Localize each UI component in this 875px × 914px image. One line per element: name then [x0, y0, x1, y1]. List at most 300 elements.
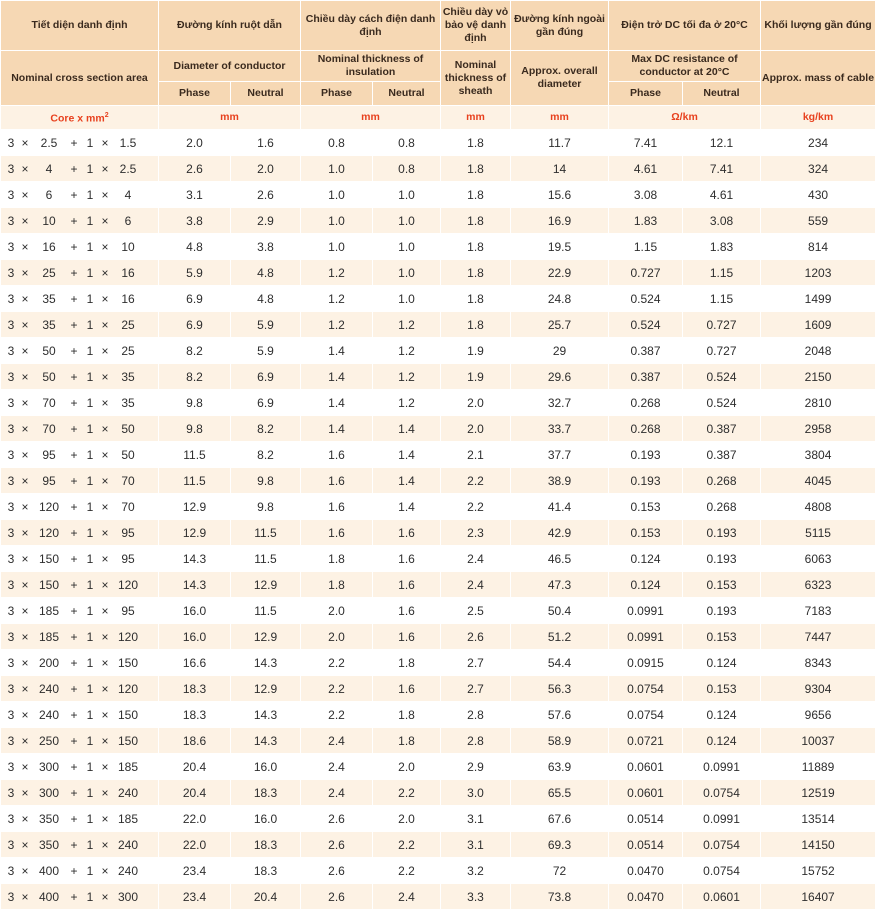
- table-row: [1, 390, 875, 416]
- cell-resistance-neutral: 7.41: [683, 156, 761, 182]
- cell-resistance-phase: 0.0754: [609, 702, 683, 728]
- neutral-core-count: 1: [86, 447, 94, 462]
- cell-overall-diameter: 69.3: [511, 832, 609, 858]
- cell-resistance-phase: 0.193: [609, 468, 683, 494]
- phase-core-area: 350: [38, 837, 60, 852]
- cell-insulation-neutral: 1.6: [373, 572, 441, 598]
- neutral-core-count: 1: [86, 733, 94, 748]
- table-row: [1, 260, 875, 286]
- cell-diameter-phase: 2.6: [159, 156, 231, 182]
- cell-overall-diameter: 14: [511, 156, 609, 182]
- times-sign: ×: [21, 473, 29, 488]
- neutral-core-count: 1: [86, 421, 94, 436]
- cell-resistance-phase: 0.0991: [609, 598, 683, 624]
- neutral-core-count: 1: [86, 317, 94, 332]
- cell-insulation-phase: 2.2: [301, 650, 373, 676]
- times-sign: ×: [101, 265, 109, 280]
- plus-sign: +: [70, 759, 78, 774]
- cell-mass: 430: [761, 182, 875, 208]
- neutral-core-area: 35: [121, 395, 135, 410]
- times-sign: ×: [101, 187, 109, 202]
- cell-cross-section: [1, 650, 159, 676]
- times-sign: ×: [101, 369, 109, 384]
- cell-diameter-phase: 22.0: [159, 832, 231, 858]
- neutral-core-area: 1.5: [119, 135, 137, 150]
- neutral-core-count: 1: [86, 655, 94, 670]
- neutral-core-count: 1: [86, 343, 94, 358]
- cell-insulation-neutral: 1.2: [373, 312, 441, 338]
- phase-core-area: 150: [38, 551, 60, 566]
- neutral-core-area: 150: [117, 707, 139, 722]
- cell-sheath: 2.7: [441, 676, 511, 702]
- cell-resistance-neutral: 0.0754: [683, 858, 761, 884]
- cell-diameter-phase: 3.8: [159, 208, 231, 234]
- cell-cross-section: [1, 624, 159, 650]
- phase-core-count: 3: [7, 811, 15, 826]
- unit-section-prefix: Core x mm: [50, 112, 105, 125]
- neutral-core-count: 1: [86, 629, 94, 644]
- cell-diameter-neutral: 12.9: [231, 676, 301, 702]
- cell-insulation-phase: 1.0: [301, 182, 373, 208]
- table-row: [1, 832, 875, 858]
- neutral-core-count: 1: [86, 291, 94, 306]
- cell-insulation-neutral: 2.2: [373, 832, 441, 858]
- table-row: [1, 286, 875, 312]
- cell-diameter-phase: 6.9: [159, 286, 231, 312]
- table-header: [1, 1, 875, 130]
- times-sign: ×: [21, 889, 29, 904]
- cell-resistance-neutral: 1.15: [683, 286, 761, 312]
- cell-resistance-phase: 0.0514: [609, 832, 683, 858]
- cell-mass: 14150: [761, 832, 875, 858]
- cell-cross-section: [1, 832, 159, 858]
- neutral-core-count: 1: [86, 187, 94, 202]
- cell-resistance-neutral: 4.61: [683, 182, 761, 208]
- cell-insulation-neutral: 1.0: [373, 208, 441, 234]
- cell-resistance-phase: 0.124: [609, 546, 683, 572]
- cell-insulation-phase: 2.0: [301, 598, 373, 624]
- cell-insulation-phase: 2.2: [301, 676, 373, 702]
- cell-diameter-neutral: 20.4: [231, 884, 301, 910]
- table-row: [1, 520, 875, 546]
- cell-mass: 11889: [761, 754, 875, 780]
- times-sign: ×: [101, 447, 109, 462]
- cell-insulation-neutral: 2.0: [373, 754, 441, 780]
- cell-insulation-neutral: 0.8: [373, 156, 441, 182]
- table-row: [1, 780, 875, 806]
- times-sign: ×: [21, 187, 29, 202]
- cell-resistance-neutral: 0.268: [683, 494, 761, 520]
- phase-core-area: 240: [38, 681, 60, 696]
- cell-cross-section: [1, 520, 159, 546]
- neutral-core-area: 95: [121, 551, 135, 566]
- cell-mass: 6063: [761, 546, 875, 572]
- cell-sheath: 3.0: [441, 780, 511, 806]
- phase-core-count: 3: [7, 187, 15, 202]
- table-row: [1, 494, 875, 520]
- neutral-core-area: 35: [121, 369, 135, 384]
- cell-resistance-phase: 0.153: [609, 520, 683, 546]
- phase-core-area: 95: [42, 447, 56, 462]
- neutral-core-area: 6: [124, 213, 132, 228]
- phase-core-count: 3: [7, 577, 15, 592]
- cell-insulation-phase: 2.6: [301, 806, 373, 832]
- cell-diameter-neutral: 4.8: [231, 260, 301, 286]
- header-overall-en: Approx. overall diameter: [511, 51, 609, 106]
- cell-insulation-phase: 2.2: [301, 702, 373, 728]
- neutral-core-area: 70: [121, 499, 135, 514]
- cell-overall-diameter: 56.3: [511, 676, 609, 702]
- cell-diameter-phase: 22.0: [159, 806, 231, 832]
- cell-insulation-phase: 0.8: [301, 130, 373, 156]
- cell-overall-diameter: 65.5: [511, 780, 609, 806]
- neutral-core-area: 70: [121, 473, 135, 488]
- phase-core-count: 3: [7, 785, 15, 800]
- cell-cross-section: [1, 780, 159, 806]
- cell-diameter-phase: 9.8: [159, 416, 231, 442]
- header-resistance-phase: Phase: [609, 82, 683, 106]
- table-row: [1, 130, 875, 156]
- cell-diameter-phase: 12.9: [159, 494, 231, 520]
- cell-cross-section: [1, 858, 159, 884]
- phase-core-area: 400: [38, 889, 60, 904]
- neutral-core-area: 95: [121, 603, 135, 618]
- cell-sheath: 1.8: [441, 312, 511, 338]
- table-row: [1, 312, 875, 338]
- times-sign: ×: [21, 681, 29, 696]
- cell-insulation-neutral: 1.0: [373, 182, 441, 208]
- cell-cross-section: [1, 572, 159, 598]
- neutral-core-area: 120: [117, 577, 139, 592]
- times-sign: ×: [21, 629, 29, 644]
- times-sign: ×: [21, 707, 29, 722]
- neutral-core-count: 1: [86, 161, 94, 176]
- neutral-core-area: 4: [124, 187, 132, 202]
- cell-overall-diameter: 15.6: [511, 182, 609, 208]
- table-body: [1, 130, 875, 910]
- neutral-core-area: 120: [117, 629, 139, 644]
- cell-resistance-phase: 0.193: [609, 442, 683, 468]
- times-sign: ×: [101, 759, 109, 774]
- table-row: [1, 884, 875, 910]
- times-sign: ×: [21, 421, 29, 436]
- header-insulation-neutral: Neutral: [373, 82, 441, 106]
- cell-diameter-neutral: 3.8: [231, 234, 301, 260]
- phase-core-count: 3: [7, 135, 15, 150]
- cell-insulation-phase: 1.2: [301, 312, 373, 338]
- neutral-core-area: 16: [121, 291, 135, 306]
- times-sign: ×: [101, 343, 109, 358]
- cell-diameter-neutral: 5.9: [231, 312, 301, 338]
- cell-resistance-neutral: 0.124: [683, 702, 761, 728]
- times-sign: ×: [21, 603, 29, 618]
- times-sign: ×: [101, 135, 109, 150]
- cell-resistance-neutral: 0.387: [683, 442, 761, 468]
- cell-resistance-phase: 0.268: [609, 390, 683, 416]
- neutral-core-area: 150: [117, 733, 139, 748]
- cell-sheath: 2.2: [441, 468, 511, 494]
- cell-cross-section: [1, 728, 159, 754]
- cell-resistance-neutral: 0.193: [683, 598, 761, 624]
- neutral-core-count: 1: [86, 707, 94, 722]
- cell-insulation-phase: 2.6: [301, 832, 373, 858]
- phase-core-area: 350: [38, 811, 60, 826]
- table-row: [1, 442, 875, 468]
- times-sign: ×: [101, 629, 109, 644]
- phase-core-area: 150: [38, 577, 60, 592]
- plus-sign: +: [70, 447, 78, 462]
- times-sign: ×: [101, 681, 109, 696]
- cell-insulation-phase: 1.6: [301, 520, 373, 546]
- cell-insulation-phase: 2.4: [301, 754, 373, 780]
- header-resistance-en: Max DC resistance of conductor at 20°C: [609, 51, 761, 82]
- times-sign: ×: [101, 213, 109, 228]
- times-sign: ×: [101, 707, 109, 722]
- cell-mass: 324: [761, 156, 875, 182]
- cell-diameter-phase: 18.6: [159, 728, 231, 754]
- cell-insulation-neutral: 1.6: [373, 520, 441, 546]
- cell-resistance-phase: 0.268: [609, 416, 683, 442]
- phase-core-count: 3: [7, 889, 15, 904]
- plus-sign: +: [70, 525, 78, 540]
- cell-diameter-neutral: 9.8: [231, 494, 301, 520]
- plus-sign: +: [70, 733, 78, 748]
- plus-sign: +: [70, 187, 78, 202]
- cell-diameter-neutral: 2.6: [231, 182, 301, 208]
- cell-cross-section: [1, 182, 159, 208]
- plus-sign: +: [70, 785, 78, 800]
- cell-sheath: 1.9: [441, 338, 511, 364]
- times-sign: ×: [101, 603, 109, 618]
- cell-resistance-phase: 0.524: [609, 312, 683, 338]
- cell-insulation-phase: 1.6: [301, 468, 373, 494]
- cell-mass: 234: [761, 130, 875, 156]
- plus-sign: +: [70, 707, 78, 722]
- cell-insulation-neutral: 1.0: [373, 234, 441, 260]
- phase-core-area: 185: [38, 603, 60, 618]
- cell-insulation-neutral: 1.6: [373, 546, 441, 572]
- cell-resistance-phase: 1.83: [609, 208, 683, 234]
- cell-cross-section: [1, 598, 159, 624]
- table-row: [1, 598, 875, 624]
- cell-diameter-neutral: 5.9: [231, 338, 301, 364]
- cell-insulation-phase: 2.6: [301, 884, 373, 910]
- times-sign: ×: [21, 317, 29, 332]
- cell-sheath: 2.7: [441, 650, 511, 676]
- cell-insulation-neutral: 1.4: [373, 442, 441, 468]
- cell-insulation-neutral: 1.4: [373, 468, 441, 494]
- cell-diameter-phase: 16.0: [159, 624, 231, 650]
- phase-core-count: 3: [7, 499, 15, 514]
- cell-overall-diameter: 24.8: [511, 286, 609, 312]
- cell-sheath: 1.8: [441, 182, 511, 208]
- cell-diameter-neutral: 2.0: [231, 156, 301, 182]
- cell-sheath: 3.1: [441, 806, 511, 832]
- header-diameter-neutral: Neutral: [231, 82, 301, 106]
- cell-sheath: 2.5: [441, 598, 511, 624]
- table-row: [1, 728, 875, 754]
- neutral-core-count: 1: [86, 265, 94, 280]
- cell-insulation-phase: 1.6: [301, 494, 373, 520]
- cell-sheath: 1.8: [441, 156, 511, 182]
- times-sign: ×: [21, 213, 29, 228]
- phase-core-count: 3: [7, 551, 15, 566]
- plus-sign: +: [70, 239, 78, 254]
- cell-diameter-neutral: 14.3: [231, 650, 301, 676]
- phase-core-count: 3: [7, 603, 15, 618]
- times-sign: ×: [101, 395, 109, 410]
- cell-cross-section: [1, 208, 159, 234]
- cell-resistance-neutral: 0.124: [683, 728, 761, 754]
- phase-core-area: 200: [38, 655, 60, 670]
- phase-core-count: 3: [7, 525, 15, 540]
- times-sign: ×: [21, 369, 29, 384]
- cell-insulation-neutral: 1.8: [373, 702, 441, 728]
- cell-resistance-phase: 0.524: [609, 286, 683, 312]
- cell-diameter-neutral: 12.9: [231, 624, 301, 650]
- plus-sign: +: [70, 811, 78, 826]
- cell-mass: 1499: [761, 286, 875, 312]
- cell-diameter-phase: 20.4: [159, 780, 231, 806]
- phase-core-area: 4: [45, 161, 53, 176]
- plus-sign: +: [70, 473, 78, 488]
- cell-overall-diameter: 54.4: [511, 650, 609, 676]
- cell-overall-diameter: 37.7: [511, 442, 609, 468]
- neutral-core-area: 25: [121, 343, 135, 358]
- unit-diameter: mm: [159, 106, 301, 130]
- cell-diameter-phase: 18.3: [159, 702, 231, 728]
- cell-resistance-phase: 0.0601: [609, 754, 683, 780]
- neutral-core-area: 240: [117, 863, 139, 878]
- table-row: [1, 416, 875, 442]
- plus-sign: +: [70, 291, 78, 306]
- cell-insulation-neutral: 1.4: [373, 416, 441, 442]
- cell-diameter-neutral: 11.5: [231, 546, 301, 572]
- cell-overall-diameter: 32.7: [511, 390, 609, 416]
- times-sign: ×: [21, 525, 29, 540]
- neutral-core-area: 2.5: [119, 161, 137, 176]
- neutral-core-count: 1: [86, 239, 94, 254]
- cell-resistance-phase: 0.0470: [609, 884, 683, 910]
- plus-sign: +: [70, 837, 78, 852]
- times-sign: ×: [21, 733, 29, 748]
- cell-insulation-phase: 1.8: [301, 572, 373, 598]
- phase-core-count: 3: [7, 369, 15, 384]
- cell-overall-diameter: 29.6: [511, 364, 609, 390]
- cell-mass: 9656: [761, 702, 875, 728]
- cell-resistance-neutral: 0.153: [683, 676, 761, 702]
- phase-core-count: 3: [7, 473, 15, 488]
- cell-diameter-phase: 8.2: [159, 338, 231, 364]
- header-insulation-en: Nominal thickness of insulation: [301, 51, 441, 82]
- times-sign: ×: [101, 889, 109, 904]
- cell-insulation-phase: 2.0: [301, 624, 373, 650]
- cell-diameter-phase: 9.8: [159, 390, 231, 416]
- cell-mass: 13514: [761, 806, 875, 832]
- phase-core-area: 250: [38, 733, 60, 748]
- cell-resistance-neutral: 1.15: [683, 260, 761, 286]
- cell-resistance-phase: 0.124: [609, 572, 683, 598]
- plus-sign: +: [70, 551, 78, 566]
- cell-sheath: 2.4: [441, 572, 511, 598]
- table-row: [1, 468, 875, 494]
- times-sign: ×: [21, 811, 29, 826]
- cell-insulation-neutral: 2.2: [373, 858, 441, 884]
- cell-diameter-neutral: 8.2: [231, 442, 301, 468]
- cell-diameter-neutral: 11.5: [231, 520, 301, 546]
- cell-cross-section: [1, 676, 159, 702]
- cell-insulation-phase: 1.2: [301, 260, 373, 286]
- times-sign: ×: [101, 785, 109, 800]
- cell-diameter-phase: 3.1: [159, 182, 231, 208]
- cell-cross-section: [1, 338, 159, 364]
- cell-diameter-phase: 14.3: [159, 572, 231, 598]
- table-row: [1, 234, 875, 260]
- cell-resistance-neutral: 0.0991: [683, 806, 761, 832]
- cell-diameter-neutral: 11.5: [231, 598, 301, 624]
- cell-overall-diameter: 42.9: [511, 520, 609, 546]
- cell-cross-section: [1, 364, 159, 390]
- cell-insulation-phase: 1.4: [301, 364, 373, 390]
- cell-diameter-phase: 8.2: [159, 364, 231, 390]
- cell-mass: 4045: [761, 468, 875, 494]
- phase-core-area: 185: [38, 629, 60, 644]
- cell-diameter-neutral: 9.8: [231, 468, 301, 494]
- cell-sheath: 2.0: [441, 390, 511, 416]
- phase-core-count: 3: [7, 343, 15, 358]
- cell-resistance-neutral: 0.727: [683, 338, 761, 364]
- cell-diameter-phase: 11.5: [159, 468, 231, 494]
- cell-insulation-neutral: 1.4: [373, 494, 441, 520]
- plus-sign: +: [70, 629, 78, 644]
- neutral-core-count: 1: [86, 525, 94, 540]
- cell-overall-diameter: 22.9: [511, 260, 609, 286]
- cell-mass: 2810: [761, 390, 875, 416]
- times-sign: ×: [101, 733, 109, 748]
- cell-sheath: 2.8: [441, 728, 511, 754]
- cell-resistance-neutral: 1.83: [683, 234, 761, 260]
- cell-cross-section: [1, 546, 159, 572]
- cell-overall-diameter: 63.9: [511, 754, 609, 780]
- cell-sheath: 2.2: [441, 494, 511, 520]
- cell-insulation-phase: 1.2: [301, 286, 373, 312]
- cell-cross-section: [1, 442, 159, 468]
- plus-sign: +: [70, 863, 78, 878]
- phase-core-area: 50: [42, 369, 56, 384]
- neutral-core-count: 1: [86, 863, 94, 878]
- cell-insulation-phase: 2.4: [301, 728, 373, 754]
- cell-diameter-neutral: 14.3: [231, 728, 301, 754]
- phase-core-count: 3: [7, 239, 15, 254]
- cell-resistance-phase: 0.0470: [609, 858, 683, 884]
- cell-sheath: 2.8: [441, 702, 511, 728]
- cell-mass: 559: [761, 208, 875, 234]
- times-sign: ×: [21, 837, 29, 852]
- cell-diameter-phase: 16.0: [159, 598, 231, 624]
- cell-insulation-neutral: 1.0: [373, 286, 441, 312]
- phase-core-count: 3: [7, 161, 15, 176]
- times-sign: ×: [21, 759, 29, 774]
- header-resistance-neutral: Neutral: [683, 82, 761, 106]
- phase-core-area: 240: [38, 707, 60, 722]
- cell-resistance-phase: 0.0991: [609, 624, 683, 650]
- phase-core-count: 3: [7, 707, 15, 722]
- cell-resistance-neutral: 0.727: [683, 312, 761, 338]
- header-resistance-vi: Điện trở DC tối đa ở 20°C: [609, 1, 761, 51]
- times-sign: ×: [101, 291, 109, 306]
- cell-sheath: 1.8: [441, 260, 511, 286]
- phase-core-area: 70: [42, 421, 56, 436]
